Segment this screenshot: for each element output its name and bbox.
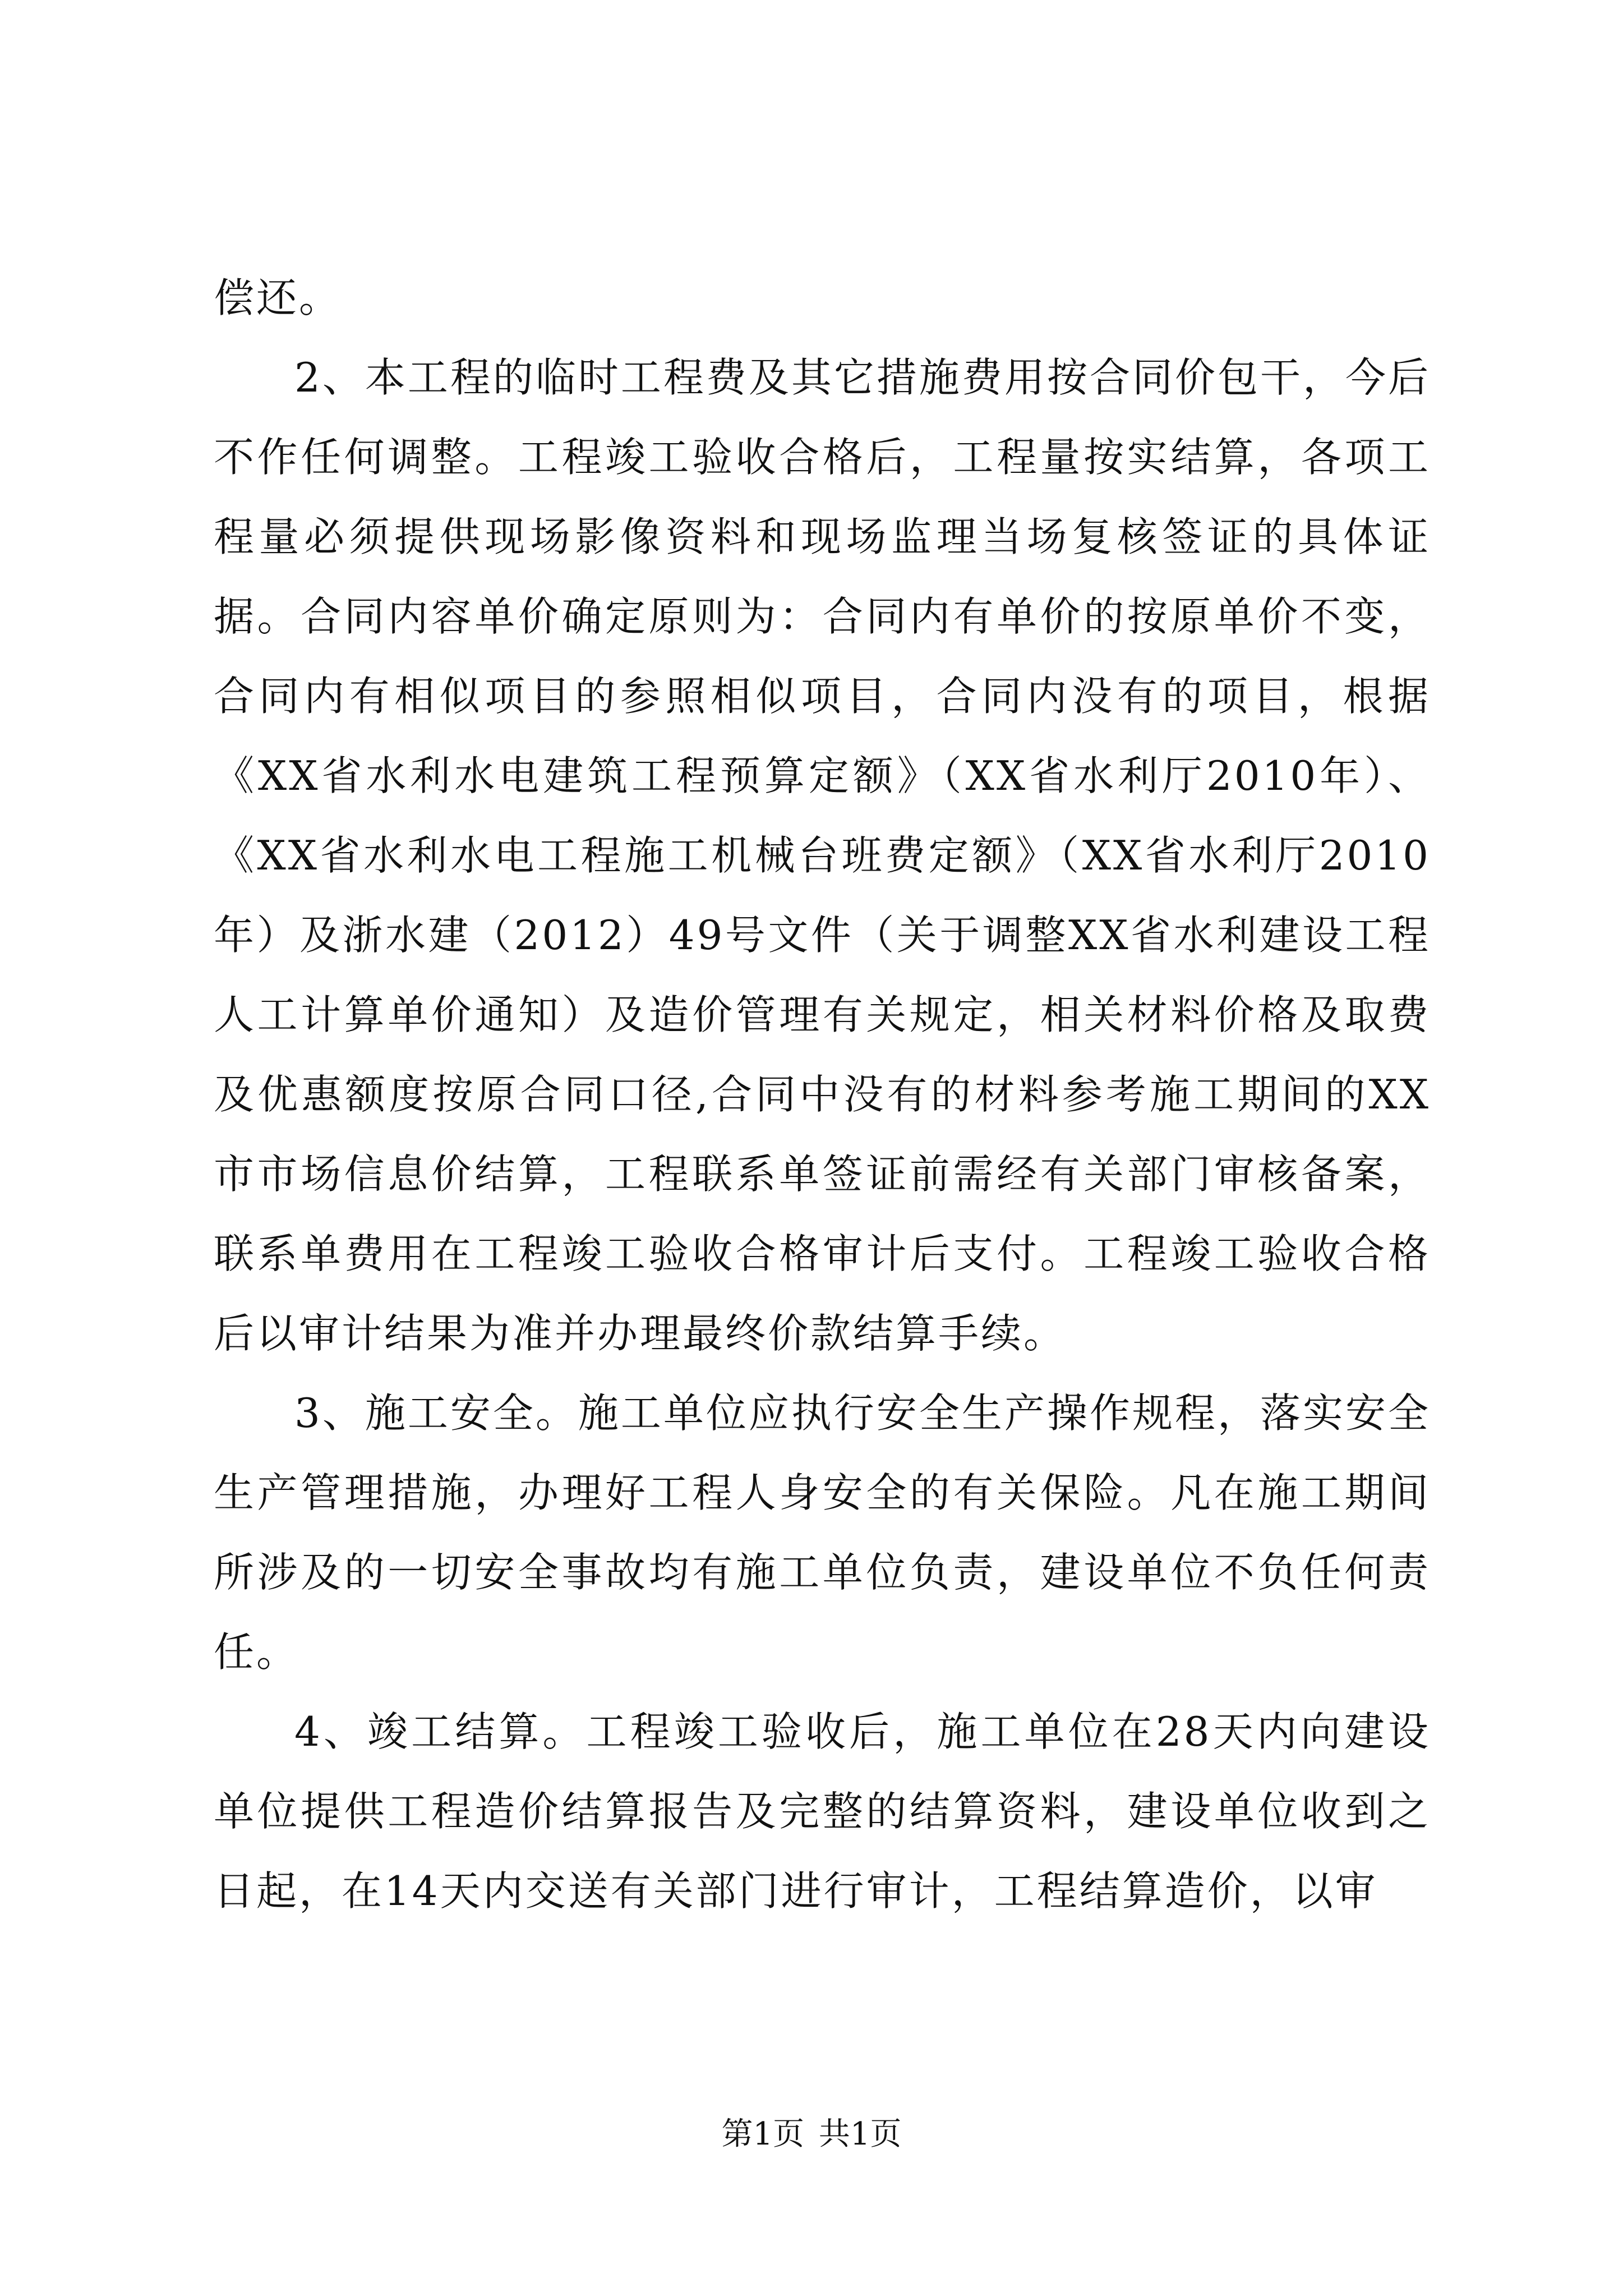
page-number: 第1页 [721, 2116, 805, 2152]
page-footer [0, 2115, 1623, 2154]
page-total: 共1页 [818, 2116, 902, 2152]
document-body [214, 258, 1431, 1931]
paragraph-item-3: 3、施工安全。施工单位应执行安全生产操作规程，落实安全生产管理措施，办理好工程人身安全的有关保险。凡在施工期间所涉及的一切安全事故均有施工单位负责，建设单位不负任何责任。 [214, 1389, 1431, 1676]
paragraph-item-4: 4、竣工结算。工程竣工验收后，施工单位在28天内向建设单位提供工程造价结算报告及完整的结算资料，建设单位收到之日起，在14天内交送有关部门进行审计，工程结算造价，以审 [214, 1708, 1431, 1915]
paragraph-continuation: 偿还。 [214, 274, 342, 321]
paragraph-item-2: 2、本工程的临时工程费及其它措施费用按合同价包干，今后不作任何调整。工程竣工验收合格后，工程量按实结算，各项工程量必须提供现场影像资料和现场监理当场复核签证的具体证据。合同内容单价确定原则为：合同内有单价的按原单价不变，合同内有相似项目的参照相似项目，合同内没有的项目，根据《XX省水利水电建筑工程预算定额》（XX省水利厅2010年）、《XX省水利水电工程施工机械台班费定额》（XX省水利厅2010年）及浙水建（2012）49号文件（关于调整XX省水利建设工程人工计算单价通知）及造价管理有关规定，相关材料价格及取费及优惠额度按原合同口径,合同中没有的材料参考施工期间的XX市市场信息价结算，工程联系单签证前需经有关部门审核备案，联系单费用在工程竣工验收合格审计后支付。工程竣工验收合格后以审计结果为准并办理最终价款结算手续。 [214, 354, 1431, 1357]
